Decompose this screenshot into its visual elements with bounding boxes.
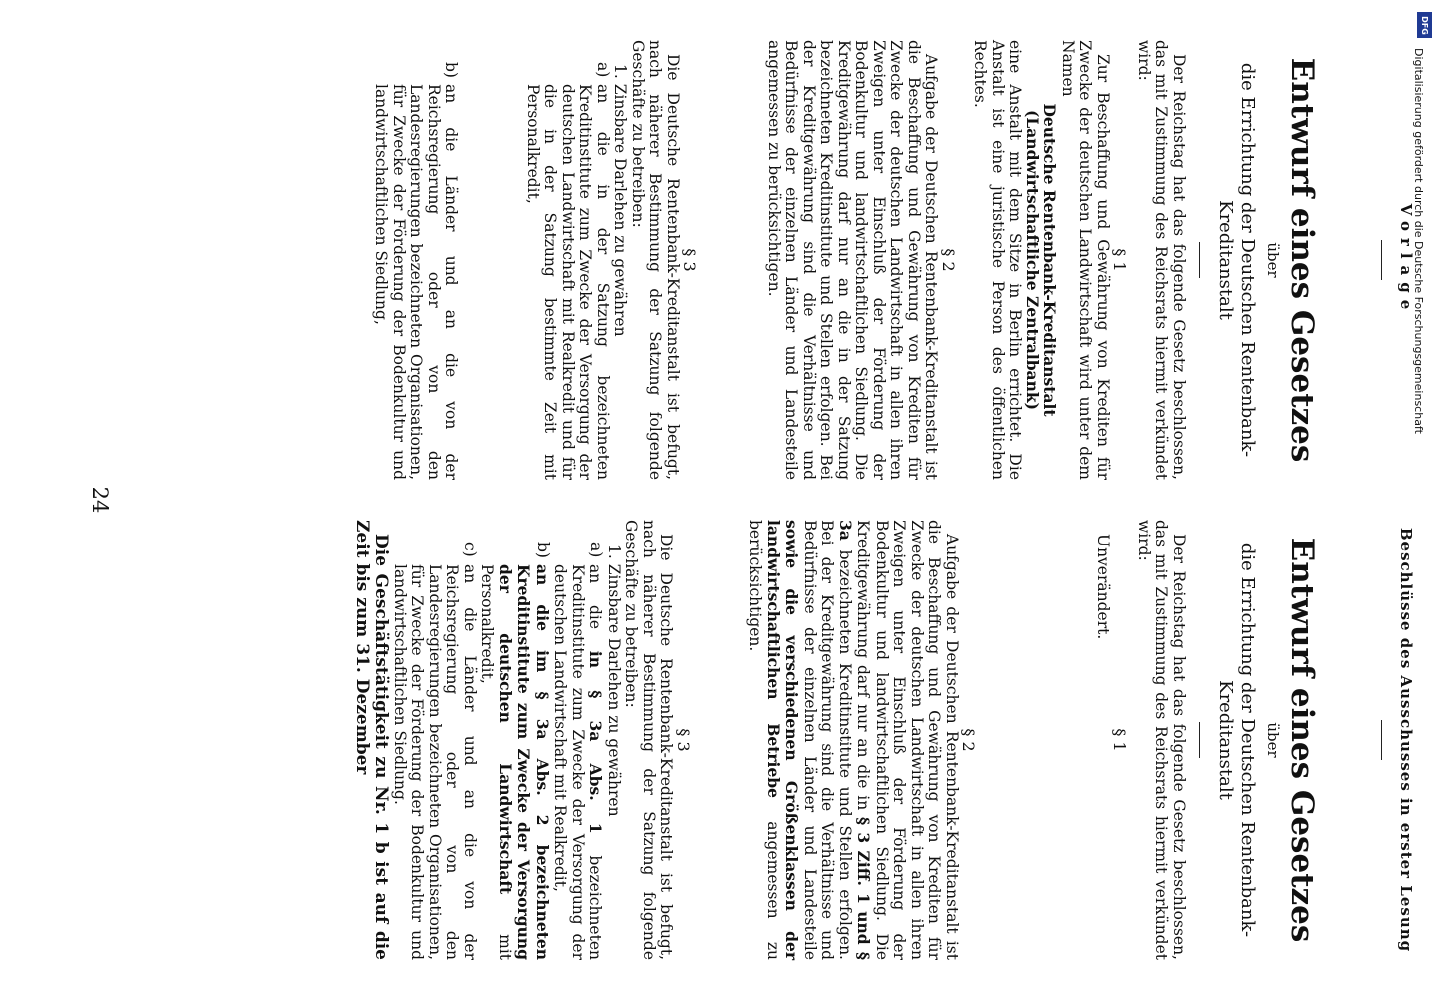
left-title: Entwurf eines Gesetzes bbox=[1284, 57, 1321, 463]
digitization-credit bbox=[1414, 6, 1434, 991]
right-section-3-item-a bbox=[551, 520, 605, 960]
dfg-logo-text: DFG bbox=[1420, 15, 1430, 35]
left-header-rule bbox=[1382, 240, 1383, 280]
left-title-rule bbox=[1199, 242, 1200, 278]
right-section-3-item-c bbox=[391, 520, 479, 960]
right-column bbox=[353, 520, 1415, 960]
right-uber: über bbox=[1264, 722, 1283, 758]
right-item-c-label: c) bbox=[461, 542, 479, 557]
right-section-1-text: Unverändert. bbox=[1094, 534, 1112, 640]
right-section-3-item-1: 1. Zinsbare Darlehen zu gewähren bbox=[605, 544, 623, 817]
right-section-2-heading: § 2 bbox=[959, 728, 979, 752]
left-section-3-item-1: 1. Zinsbare Darlehen zu gewähren bbox=[611, 64, 630, 337]
left-subtitle: die Errichtung der Deutschen Rentenbank-Kreditanstalt bbox=[1215, 62, 1258, 458]
left-section-1-text: Zur Beschaffung und Gewährung von Krediten für Zwecke der deutschen Landwirtschaft wird unter dem Namen bbox=[1059, 40, 1112, 480]
right-s2-part-c: angemessen zu berücksichtigen. bbox=[746, 520, 782, 960]
right-item-c-text: an die Länder und an die von der Reichsregierung oder von den Landesregierungen bezeichneten Organisationen, für Zwecke der Förderung der Bodenkultur und landwirtschaftlichen Siedlung. bbox=[391, 564, 479, 960]
left-section-2-heading: § 2 bbox=[939, 248, 958, 272]
right-title-rule bbox=[1199, 722, 1200, 758]
left-section-3-heading: § 3 bbox=[680, 248, 700, 272]
dfg-logo bbox=[1417, 12, 1432, 38]
right-s2-part-b: bezeichneten Kreditinstitute und Stellen erfolgen. Bei der Kreditgewährung sind die Verhältnisse und Bedürfnisse der einzelnen Länder und Landesteile bbox=[801, 520, 854, 960]
right-subtitle: die Errichtung der Deutschen Rentenbank-Kreditanstalt bbox=[1215, 542, 1258, 938]
right-section-3-closing: Die Geschäftstätigkeit zu Nr. 1 b ist auf die Zeit bis zum 31. Dezember bbox=[352, 520, 392, 960]
right-item-a-post: bezeichneten Kreditinstitute zum Zwecke der Versorgung der deutschen Landwirtschaft mit Realkredit, bbox=[551, 564, 605, 960]
left-item-b-label: b) bbox=[442, 62, 461, 78]
right-header-rule bbox=[1382, 720, 1383, 760]
right-section-1-heading: § 1 bbox=[1110, 728, 1130, 752]
right-item-b-label: b) bbox=[534, 542, 552, 558]
left-uber: über bbox=[1264, 242, 1283, 278]
left-column bbox=[372, 40, 1414, 480]
right-s2-part-a: Aufgabe der Deutschen Rentenbank-Kreditanstalt ist die Beschaffung und Gewährung von Krediten für Zwecke der deutschen Landwirtschaft in allen ihren Zweigen unter Einschluß der Förderung der Bodenkultur und landwirtschaftlichen Siedlung. Die Kreditgewährung darf nur an die in bbox=[854, 520, 961, 960]
right-section-3-item-b bbox=[478, 520, 551, 960]
right-item-a-bold: in § 3a Abs. 1 bbox=[586, 650, 606, 834]
left-column-header: Vorlage bbox=[1397, 203, 1415, 317]
left-section-2-text: Aufgabe der Deutschen Rentenbank-Kreditanstalt ist die Beschaffung und Gewährung von Krediten für Zwecke der deutschen Landwirtschaft in allen ihren Zweigen unter Einschluß der Förderung der Bodenkultur und landwirtschaftlichen Siedlung. Die Kreditgewährung darf nur an die in der Satzung bezeichneten Kreditinstitute und Stellen erfolgen. Bei der Kreditgewährung sind die Verhältnisse und Bedürfnisse der einzelnen Länder und Landesteile angemessen zu berücksichtigen. bbox=[765, 40, 941, 480]
right-section-3-intro: Die Deutsche Rentenbank-Kreditanstalt ist befugt, nach näherer Bestimmung der Satzung folgende Geschäfte zu betreiben: bbox=[622, 520, 676, 960]
right-item-a-label: a) bbox=[587, 542, 606, 558]
left-preamble: Der Reichstag hat das folgende Gesetz beschlossen, das mit Zustimmung des Reichsrats hiermit verkündet wird: bbox=[1135, 40, 1188, 480]
right-s2-bold-a: § 3 Ziff. 1 und § 3a bbox=[836, 520, 874, 960]
left-item-a-text: an die in der Satzung bezeichneten Kreditinstitute zum Zwecke der Versorgung der deutschen Landwirtschaft mit Realkredit und für die in der Satzung bestimmte Zeit mit Personalkredit, bbox=[524, 84, 612, 480]
page-number: 24 bbox=[88, 486, 112, 514]
left-item-b-text: an die Länder und an die von der Reichsregierung oder von den Landesregierungen bezeichneten Organisationen, für Zwecke der Förderung der Bodenkultur und landwirtschaftlichen Siedlung, bbox=[372, 84, 461, 480]
right-column-header: Beschlüsse des Ausschusses in erster Lesung bbox=[1397, 527, 1415, 953]
right-title: Entwurf eines Gesetzes bbox=[1284, 537, 1321, 943]
left-section-3-intro: Die Deutsche Rentenbank-Kreditanstalt ist befugt, nach näherer Bestimmung der Satzung folgende Geschäfte zu betreiben: bbox=[629, 40, 682, 480]
left-item-a-label: a) bbox=[594, 62, 612, 78]
right-section-2-text bbox=[746, 520, 960, 960]
right-s2-bold-b: sowie die verschiedenen Größenklassen der landwirtschaftlichen Betriebe bbox=[764, 520, 802, 960]
digitization-note: Digitalisierung gefördert durch die Deutsche Forschungsgemeinschaft bbox=[1412, 48, 1425, 434]
right-item-b-bold: an die im § 3a Abs. 2 bezeichneten Kreditinstitute zum Zwecke der Versorgung der deutschen Landwirtschaft bbox=[496, 564, 552, 960]
right-preamble: Der Reichstag hat das folgende Gesetz beschlossen, das mit Zustimmung des Reichsrats hiermit verkündet wird: bbox=[1135, 520, 1188, 960]
left-section-3-item-b bbox=[372, 40, 460, 480]
left-section-1-name: Deutsche Rentenbank-Kreditanstalt (Landwirtschaftliche Zentralbank) bbox=[1023, 103, 1060, 417]
right-item-b-post: mit Personalkredit, bbox=[478, 564, 514, 961]
left-section-3-item-a bbox=[524, 40, 612, 480]
right-item-a-pre: an die bbox=[586, 564, 605, 651]
right-section-3-heading: § 3 bbox=[674, 728, 693, 752]
left-section-1-text-2: eine Anstalt mit dem Sitze in Berlin errichtet. Die Anstalt ist eine juristische Person des öffentlichen Rechtes. bbox=[971, 40, 1025, 480]
left-section-1-heading: § 1 bbox=[1110, 248, 1130, 272]
